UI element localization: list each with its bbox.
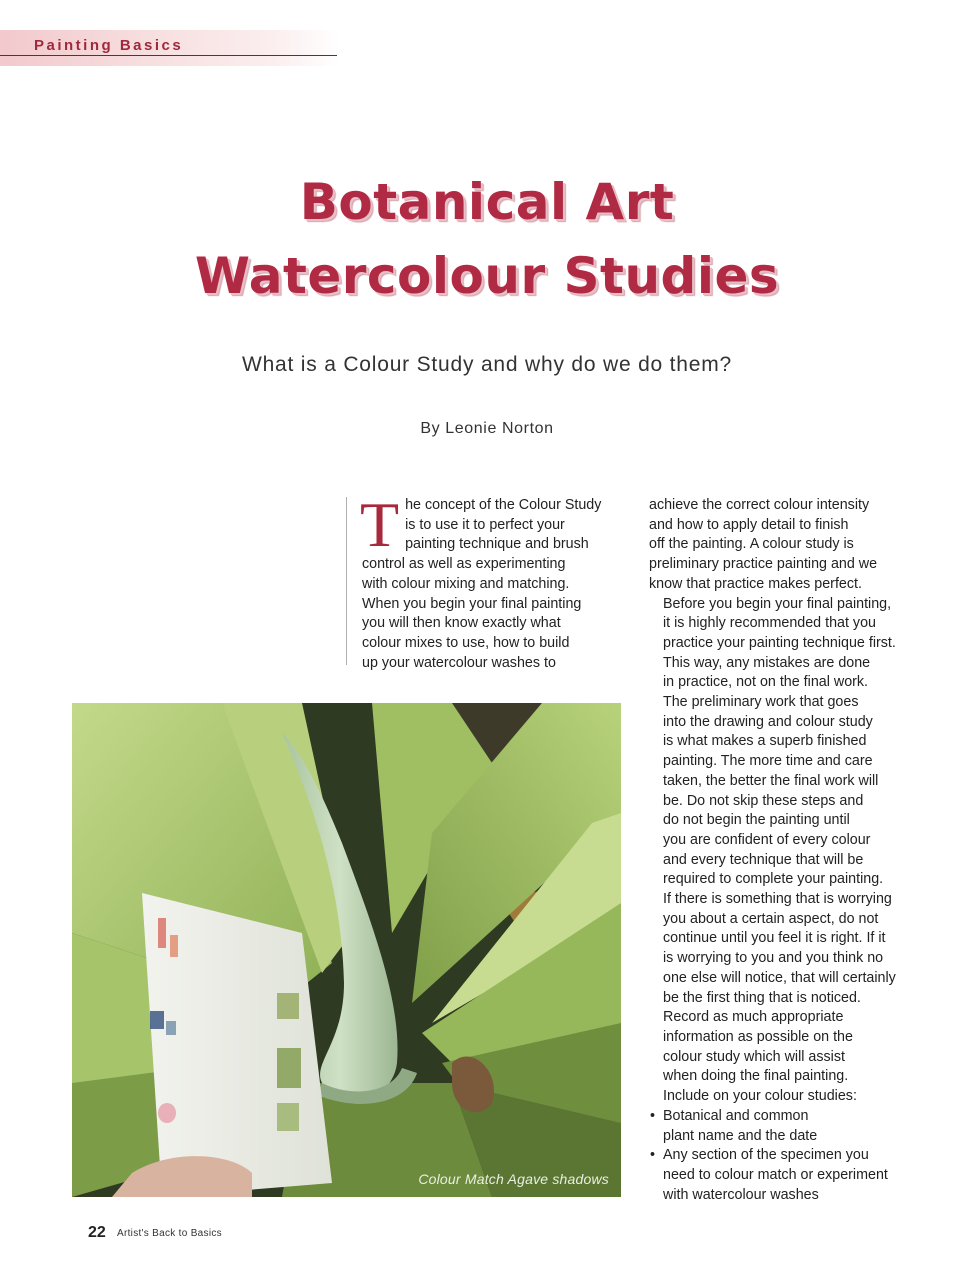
text-line: with colour mixing and matching. — [362, 575, 570, 592]
section-label: Painting Basics — [34, 37, 184, 54]
paragraph-5 — [649, 1008, 914, 1107]
text-line: is what makes a superb finished — [663, 733, 867, 750]
text-line: need to colour match or experiment — [663, 1166, 888, 1183]
page-number: 22 — [88, 1224, 106, 1241]
text-line: in practice, not on the final work. — [663, 674, 869, 691]
text-line: do not begin the painting until — [663, 812, 850, 829]
column1-text — [360, 489, 624, 673]
article-subtitle: What is a Colour Study and why do we do them? — [241, 353, 733, 376]
text-line: taken, the better the final work will — [663, 772, 879, 789]
text-line: • Any section of the specimen you — [663, 1147, 869, 1164]
text-line: The preliminary work that goes — [663, 694, 859, 711]
text-line: achieve the correct colour intensity — [649, 497, 870, 513]
text-line: continue until you feel it is right. If it — [663, 930, 886, 947]
text-line: preliminary practice painting and we — [649, 556, 878, 573]
text-line: be. Do not skip these steps and — [663, 792, 864, 809]
article-title-line-2: Watercolour Studies — [194, 247, 780, 305]
text-line: painting technique and brush — [405, 536, 589, 553]
drop-cap: T — [360, 489, 400, 560]
text-line: it is highly recommended that you — [663, 615, 876, 632]
text-line: one else will notice, that will certainly — [663, 969, 896, 986]
text-line: with watercolour washes — [663, 1186, 819, 1203]
bullet-item-2 — [649, 1146, 914, 1205]
text-line: Before you begin your final painting, — [663, 595, 892, 612]
text-line: information as possible on the — [663, 1028, 853, 1045]
text-line: and how to apply detail to finish — [649, 516, 849, 533]
text-line: into the drawing and colour study — [663, 713, 873, 730]
text-line: know that practice makes perfect. — [649, 575, 862, 592]
text-line: practice your painting technique first. — [663, 634, 896, 651]
article-byline: By Leonie Norton — [420, 420, 554, 437]
text-line: colour study which will assist — [663, 1048, 845, 1065]
text-line: you will then know exactly what — [362, 615, 561, 632]
agave-photo-illustration — [72, 703, 621, 1197]
body-column-1 — [360, 489, 624, 673]
text-line: If there is something that is worrying — [663, 891, 892, 908]
section-rule — [0, 55, 337, 56]
paragraph-4 — [649, 890, 914, 1008]
text-line: is to use it to perfect your — [405, 516, 565, 533]
text-line: be the first thing that is noticed. — [663, 989, 861, 1006]
text-line: control as well as experimenting — [362, 556, 566, 573]
column-rule — [346, 497, 347, 665]
paragraph-2 — [649, 595, 914, 694]
text-line: you about a certain aspect, do not — [663, 910, 879, 927]
text-line: plant name and the date — [663, 1127, 818, 1144]
bullet-item-1 — [649, 1107, 914, 1146]
paragraph-1 — [649, 496, 914, 595]
photo-caption: Colour Match Agave shadows — [418, 1171, 609, 1187]
text-line: Record as much appropriate — [663, 1009, 844, 1026]
text-line: Include on your colour studies: — [663, 1088, 857, 1105]
article-title-line-1: Botanical Art — [299, 173, 675, 231]
text-line: when doing the final painting. — [663, 1068, 849, 1085]
text-line: he concept of the Colour Study — [405, 497, 602, 513]
text-line: up your watercolour washes to — [362, 654, 556, 671]
publication-name: Artist's Back to Basics — [117, 1228, 222, 1239]
text-line: required to complete your painting. — [663, 871, 884, 888]
text-line: colour mixes to use, how to build — [362, 634, 570, 651]
body-column-2 — [649, 496, 914, 1205]
text-line: When you begin your final painting — [362, 595, 582, 612]
bullet-list — [649, 1107, 914, 1206]
text-line: and every technique that will be — [663, 851, 864, 868]
agave-photo — [72, 703, 621, 1197]
text-line: This way, any mistakes are done — [663, 654, 871, 671]
text-line: painting. The more time and care — [663, 753, 873, 770]
text-line: • Botanical and common — [663, 1107, 809, 1124]
text-line: you are confident of every colour — [663, 831, 871, 848]
text-line: is worrying to you and you think no — [663, 950, 884, 967]
paragraph-3 — [649, 693, 914, 890]
text-line: off the painting. A colour study is — [649, 536, 854, 553]
